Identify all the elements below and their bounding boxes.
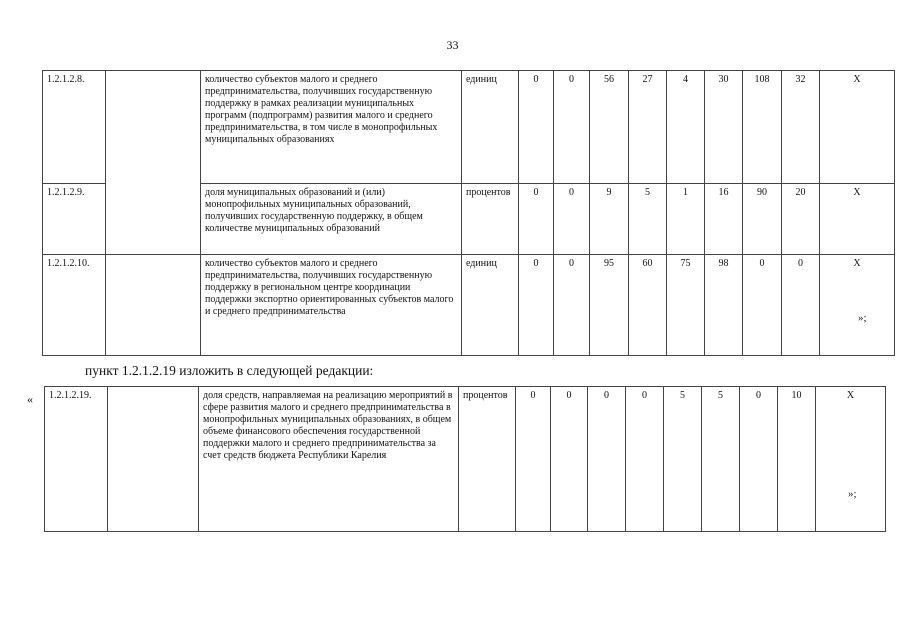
value-cell: 0 [588,387,626,532]
value-cell: X [816,387,886,532]
value-cell: 98 [705,255,743,356]
row-description: доля муниципальных образований и (или) монопрофильных муниципальных образований, получивших государственную поддержку, в общем количестве муниципальных образований [201,184,462,255]
value-cell: 0 [626,387,664,532]
value-cell: X [820,71,895,184]
table-row [43,255,895,356]
row-code: 1.2.1.2.19. [45,387,108,532]
value-cell: 4 [667,71,705,184]
value-cell: 0 [519,71,554,184]
value-cell: 0 [519,255,554,356]
value-cell: 30 [705,71,743,184]
amendment-instruction: пункт 1.2.1.2.19 изложить в следующей редакции: [85,363,374,378]
value-cell: 0 [516,387,551,532]
value-cell: 9 [590,184,629,255]
value-cell: 27 [629,71,667,184]
value-cell: 60 [629,255,667,356]
value-cell: 5 [664,387,702,532]
value-cell: 16 [705,184,743,255]
value-cell: 0 [782,255,820,356]
row-code: 1.2.1.2.10. [43,255,106,356]
opening-quote-mark: « [27,392,33,406]
table-row [43,71,895,184]
value-cell: X [820,184,895,255]
value-cell: 95 [590,255,629,356]
value-cell: 0 [554,255,590,356]
closing-quote-mark: »; [858,312,867,324]
amended-indicator-table [44,386,886,532]
empty-cell [106,255,201,356]
table-row [45,387,886,532]
row-description: количество субъектов малого и среднего предпринимательства, получивших государственную поддержку в рамках реализации муниципальных программ (подпрограмм) развития малого и среднего предпринимательства, в том числе в монопрофильных муниципальных образованиях [201,71,462,184]
row-description: количество субъектов малого и среднего предпринимательства, получивших государственную поддержку в региональном центре координации поддержки экспортно ориентированных субъектов малого и среднего предпринимательства [201,255,462,356]
value-cell: 0 [740,387,778,532]
value-cell: 0 [554,71,590,184]
value-cell: 10 [778,387,816,532]
value-cell: 32 [782,71,820,184]
row-description: доля средств, направляемая на реализацию мероприятий в сфере развития малого и среднего предпринимательства в монопрофильных муниципальных образованиях, в общем объеме финансового обеспечения государственной поддержки малого и среднего предпринимательства за счет средств бюджета Республики Карелия [199,387,459,532]
row-unit: процентов [459,387,516,532]
page-number: 33 [446,38,459,52]
value-cell: 0 [554,184,590,255]
row-unit: единиц [462,71,519,184]
empty-cell [108,387,199,532]
indicators-table [42,70,895,356]
value-cell: 0 [519,184,554,255]
closing-quote-mark: »; [848,488,857,500]
value-cell: 56 [590,71,629,184]
value-cell: X [820,255,895,356]
merged-empty-cell [106,71,201,255]
row-unit: единиц [462,255,519,356]
value-cell: 90 [743,184,782,255]
row-code: 1.2.1.2.9. [43,184,106,255]
value-cell: 5 [629,184,667,255]
row-code: 1.2.1.2.8. [43,71,106,184]
value-cell: 0 [551,387,588,532]
value-cell: 20 [782,184,820,255]
value-cell: 5 [702,387,740,532]
row-unit: процентов [462,184,519,255]
value-cell: 1 [667,184,705,255]
value-cell: 0 [743,255,782,356]
value-cell: 108 [743,71,782,184]
value-cell: 75 [667,255,705,356]
